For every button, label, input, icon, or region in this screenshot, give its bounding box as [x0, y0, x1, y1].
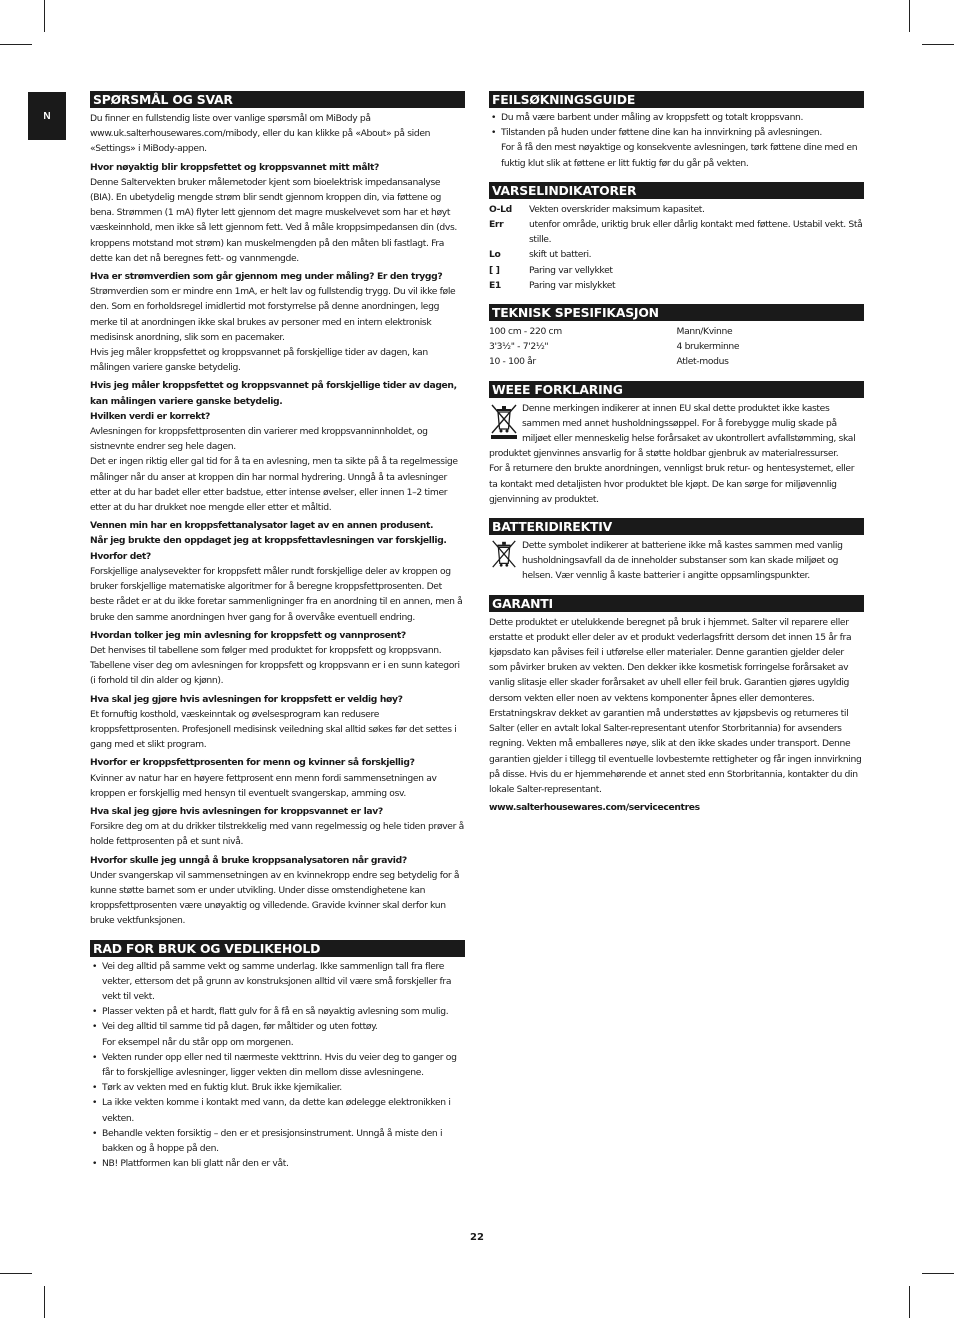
crop-mark: [909, 0, 910, 32]
indicator-code: E1: [489, 279, 501, 291]
spec-value: 10 - 100 år: [489, 356, 536, 368]
faq-answer: Denne Saltervekten bruker målemetoder kjent som bioelektrisk impedansanalyse (BIA). En ubetydelig mengde strøm blir sendt gjennom kroppen din, via føttene og bena. Strømmen (1 mA) flyter lett gjennom det magre muskelvevet som har et høyt væskeinnhold, men ikke så lett gjennom fett. Ved å måle kroppsimpedansen din (dvs. kroppens motstand mot strøm) kan muskelmengden på den måten bli fastlagt. Fra dette kan det nå beregnes fett- og vannmengde.: [90, 176, 457, 264]
warranty-text: Dette produktet er utelukkende beregnet på bruk i hjemmet. Salter vil reparere eller erstatte et produkt eller deler av et produkt vederlagsfritt dersom det innen 15 år fra kjøpsdato kan påvises feil i utførelse eller materialer. Denne garantien gjelder deler som påvirker bruken av vekten. Den dekker ikke kosmetisk forringelse forårsaket av vanlig slitasje eller skader forårsaket av uhell eller feil bruk. Garantien gjøres ugyldig dersom vekten eller noen av vektens komponenter åpnes eller demonteres. Erstatningskrav dekket av garantien må understøttes av kjøpsbevis og returneres til Salter (eller en avtalt lokal Salter-representant utenfor Storbritannia) for avsenders regning. Vekten må emballeres nøye, slik at den ikke skades under transport. Denne garantien gjelder i tillegg til eventuelle lovbestemte rettigheter og får ingen innvirkning på disse. Hvis du er hjemmehørende et annet sted enn Storbritannia, kontakter du din lokale Salter-representant.: [489, 616, 862, 795]
crop-mark: [44, 0, 45, 32]
list-item: • Behandle vekten forsiktig – den er et presisjonsinstrument. Unngå å miste den i bakken og å hoppe på den.: [90, 1126, 465, 1156]
faq-question: Hva er strømverdien som går gjennom meg under måling? Er den trygg?: [90, 271, 443, 283]
faq-answer: Strømverdien som er mindre enn 1mA, er helt lav og fullstendig trygg. Du vil ikke føle den. Som en forholdsregel imidlertid mot forstyrrelse på denne anordningen, legg merke til at anordningen ikke skal brukes av personer med en intern elektronisk medisinsk anordning, slik som en pacemaker.: [90, 286, 456, 343]
care-heading: RAD FOR BRUK OG VEDLIKEHOLD: [90, 940, 465, 957]
list-item-text: For eksempel når du står opp om morgenen.: [102, 1036, 294, 1048]
indicator-text: skift ut batteri.: [529, 249, 592, 261]
weee-heading: WEEE FORKLARING: [489, 381, 864, 398]
faq-answer: Kvinner av natur har en høyere fettprosent enn menn fordi sammensetningen av kroppen er forskjellig med hensyn til eventuelt svangerskap, amming osv.: [90, 772, 437, 799]
troubleshooting-heading: FEILSØKNINGSGUIDE: [489, 91, 864, 108]
spec-heading: TEKNISK SPESIFIKASJON: [489, 304, 864, 321]
care-section: [90, 940, 465, 1172]
faq-question: Vennen min har en kroppsfettanalysator laget av en annen produsent.: [90, 520, 434, 532]
indicator-text: utenfor område, uriktig bruk eller dårlig kontakt med føttene. Ustabil vekt. Stå stille.: [529, 219, 863, 246]
crop-mark: [922, 44, 954, 45]
indicator-row: [489, 217, 864, 247]
left-column: [90, 91, 465, 1182]
battery-heading: BATTERIDIREKTIV: [489, 518, 864, 535]
crop-mark: [922, 1273, 954, 1274]
language-tab: N: [28, 92, 66, 140]
crop-mark: [44, 1286, 45, 1318]
spec-row: [489, 354, 864, 369]
indicator-code: Err: [489, 219, 504, 231]
weee-text: Denne merkingen indikerer at innen EU skal dette produktet ikke kastes sammen med annet husholdningssøppel. For å forebygge mulig skade på miljøet eller menneskelig helse forårsaket av ukontrollert avfallstømming, skal produktet gjenvinnes ansvarlig for å støtte holdbar gjenbruk av materialressurser.: [489, 402, 856, 460]
battery-text: Dette symbolet indikerer at batteriene ikke må kastes sammen med vanlig husholdningsavfall da de inneholder substanser som kan skade miljøet og helsen. Vær vennlig å kaste batterier i angitte oppsamlingspunkter.: [522, 540, 843, 582]
indicator-text: Paring var vellykket: [529, 264, 613, 276]
spec-value: 100 cm - 220 cm: [489, 326, 562, 338]
faq-question: Hvorfor er kroppsfettprosenten for menn og kvinner så forskjellig?: [90, 757, 415, 769]
faq-answer: Forsikre deg om at du drikker tilstrekkelig med vann regelmessig og hele tiden prøver å holde fettprosenten på et sunt nivå.: [90, 821, 464, 848]
weee-body: [489, 401, 864, 507]
list-item: • Tørk av vekten med en fuktig klut. Bruk ikke kjemikalier.: [90, 1080, 465, 1095]
faq-question: Hvilken verdi er korrekt?: [90, 410, 210, 422]
service-centres-link[interactable]: www.salterhousewares.com/servicecentres: [489, 802, 700, 814]
battery-section: [489, 518, 864, 584]
list-item: • NB! Plattformen kan bli glatt når den er våt.: [90, 1156, 465, 1171]
weee-text: For å returnere den brukte anordningen, vennligst bruk retur- og hentesystemet, eller ta kontakt med detaljisten hvor produktet ble kjøpt. De kan sørge for miljøvennlig gjenvinning av produktet.: [489, 463, 855, 505]
faq-question: Hvorfor skulle jeg unngå å bruke kroppsanalysatoren når gravid?: [90, 854, 407, 866]
troubleshooting-section: [489, 91, 864, 171]
indicator-row: [489, 202, 864, 217]
list-item: • Vei deg alltid på samme vekt og samme underlag. Ikke sammenlign tall fra flere vekter, ettersom det på grunn av konstruksjonen alltid vil være små forskjeller fra vekt til vekt.: [90, 959, 465, 1005]
faq-answer: Et fornuftig kosthold, væskeinntak og øvelsesprogram kan redusere kroppsfettprosenten. Profesjonell medisinsk veiledning skal alltid søkes før det settes i gang med et slikt program.: [90, 708, 457, 751]
indicator-code: O-Ld: [489, 203, 512, 215]
indicator-code: Lo: [489, 249, 501, 261]
spec-value: 4 brukerminne: [676, 341, 740, 353]
list-item: [90, 1019, 465, 1049]
faq-answer: Forskjellige analysevekter for kroppsfett måler rundt forskjellige deler av kroppen og bruker forskjellige matematiske algoritmer for å beregne kroppsfettprosenten. Det beste rådet er at du ikke foretar sammenligninger fra en anordning til en annen, men å bruke den samme anordningen hver gang for å overvåke eventuell endring.: [90, 565, 463, 623]
faq-answer: Det er ingen riktig eller gal tid for å ta en avlesning, men ta sikte på å ta regelmessige målinger når du anser at kroppen din har normal hydrering. Unngå å ta avlesninger etter at du har badet eller etter badstue, etter intense øvelser, eller innen 1–2 timer etter at du har drukket noe mengde eller etter et måltid.: [90, 456, 458, 514]
spec-value: 3'3½" - 7'2½": [489, 341, 549, 353]
right-column: [489, 91, 864, 826]
faq-question: Hvor nøyaktig blir kroppsfettet og kroppsvannet mitt målt?: [90, 161, 380, 173]
indicators-section: [489, 182, 864, 293]
care-list: [90, 959, 465, 1172]
spec-value: Atlet-modus: [676, 356, 729, 368]
spec-row: [489, 339, 864, 354]
spec-value: Mann/Kvinne: [676, 326, 733, 338]
spec-row: [489, 324, 864, 339]
indicator-row: [489, 278, 864, 293]
faq-question: Hvorfor det?: [90, 550, 151, 562]
crop-mark: [0, 1273, 32, 1274]
list-item: • La ikke vekten komme i kontakt med vann, da dette kan ødelegge elektronikken i vekten.: [90, 1095, 465, 1125]
indicator-row: [489, 263, 864, 278]
faq-question: Hva skal jeg gjøre hvis avlesningen for kroppsfett er veldig høy?: [90, 693, 403, 705]
warranty-section: [489, 595, 864, 816]
indicator-text: Vekten overskrider maksimum kapasitet.: [529, 203, 705, 215]
crossed-bin-icon: [489, 402, 519, 440]
indicator-row: [489, 247, 864, 262]
faq-intro: Du finner en fullstendig liste over vanlige spørsmål om MiBody på www.uk.salterhousewares.com/mibody, eller du kan klikke på «About» på siden «Settings» i MiBody-appen.: [90, 113, 431, 155]
indicators-heading: VARSELINDIKATORER: [489, 182, 864, 199]
battery-body: [489, 538, 864, 584]
weee-section: [489, 381, 864, 507]
faq-section: [90, 91, 465, 929]
faq-answer: Det henvises til tabellene som følger med produktet for kroppsfett og kroppsvann. Tabellene viser deg om avlesningen for kroppsfett og kroppsvann er i en sunn kategori (i forhold til din alder og kjønn).: [90, 644, 460, 687]
crop-mark: [0, 44, 32, 45]
spec-section: [489, 304, 864, 370]
troubleshooting-list: [489, 110, 864, 140]
warranty-heading: GARANTI: [489, 595, 864, 612]
crop-mark: [909, 1286, 910, 1318]
faq-question: Når jeg brukte den oppdaget jeg at kroppsfettavlesningen var forskjellig.: [90, 535, 447, 547]
faq-question: Hvordan tolker jeg min avlesning for kroppsfett og vannprosent?: [90, 629, 406, 641]
faq-question: Hva skal jeg gjøre hvis avlesningen for kroppsvannet er lav?: [90, 805, 383, 817]
troubleshooting-note: For å få den mest nøyaktige og konsekvente avlesningen, tørk føttene dine med en fuktig klut slik at føttene er litt fuktig før du går på vekten.: [501, 142, 858, 169]
list-item-text: Vei deg alltid til samme tid på dagen, før måltider og uten fottøy.: [102, 1021, 378, 1033]
list-item: • Plasser vekten på et hardt, flatt gulv for å få en så nøyaktig avlesning som mulig.: [90, 1004, 465, 1019]
list-item: • Vekten runder opp eller ned til nærmeste vekttrinn. Hvis du veier deg to ganger og får to forskjellige avlesninger, ligger vekten din mellom disse avlesningene.: [90, 1050, 465, 1080]
faq-question: Hvis jeg måler kroppsfettet og kroppsvannet på forskjellige tider av dagen, kan målingen variere ganske betydelig.: [90, 380, 457, 407]
faq-answer: Avlesningen for kroppsfettprosenten din varierer med kroppsvanninnholdet, og sistnevnte endrer seg hele dagen.: [90, 426, 428, 453]
indicator-text: Paring var mislykket: [529, 279, 616, 291]
faq-heading: SPØRSMÅL OG SVAR: [90, 91, 465, 108]
faq-answer: Under svangerskap vil sammensetningen av en kvinnekropp endre seg betydelig for å kunne støtte barnet som er under utvikling. Under disse omstendighetene kan kroppsfettprosenten være unøyaktig og villedende. Gravide kvinner skal derfor kun bruke vektfunksjonen.: [90, 869, 460, 927]
list-item: • Tilstanden på huden under føttene dine kan ha innvirkning på avlesningen.: [489, 125, 864, 140]
indicator-code: [ ]: [489, 264, 500, 276]
page-number: 22: [470, 1232, 484, 1243]
crossed-bin-icon: [489, 539, 519, 569]
indicator-table: [489, 202, 864, 293]
spec-table: [489, 324, 864, 370]
faq-answer: Hvis jeg måler kroppsfettet og kroppsvannet på forskjellige tider av dagen, kan målingen variere ganske betydelig.: [90, 347, 428, 374]
list-item: • Du må være barbent under måling av kroppsfett og totalt kroppsvann.: [489, 110, 864, 125]
